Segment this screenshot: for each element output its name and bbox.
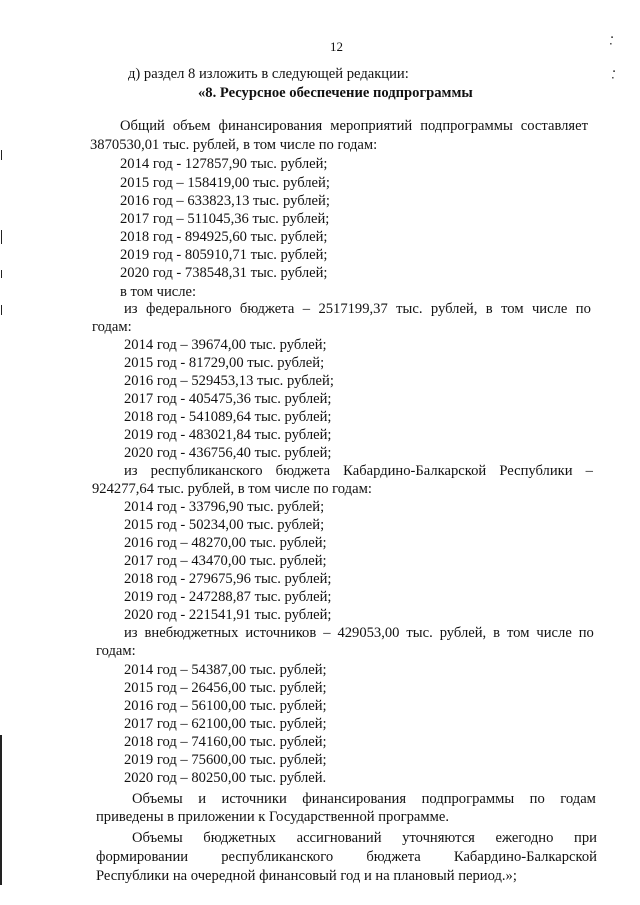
word: внебюджетных <box>144 625 239 641</box>
volumes-line-2: приведены в приложении к Государственной программе. <box>96 809 449 825</box>
word: ежегодно <box>495 830 554 846</box>
word: – <box>302 301 311 317</box>
word: том <box>507 625 530 641</box>
in-that-label: в том числе: <box>120 284 197 300</box>
word: финансирования <box>218 118 323 134</box>
word: бюджета <box>366 849 421 865</box>
word: составляет <box>520 118 588 134</box>
word: – <box>585 463 593 479</box>
word: источников <box>245 625 317 641</box>
word: 429053,00 <box>337 625 400 641</box>
word: по <box>529 791 545 807</box>
republic-year-line: 2020 год - 221541,91 тыс. рублей; <box>124 607 332 623</box>
republic-line-1 <box>124 463 593 480</box>
republic-year-line: 2014 год - 33796,90 тыс. рублей; <box>124 499 325 515</box>
word: Республики <box>499 463 573 479</box>
left-margin-mark <box>1 270 2 278</box>
total-year-line: 2020 год - 738548,31 тыс. рублей; <box>120 265 328 281</box>
word: республиканского <box>150 463 263 479</box>
total-year-line: 2015 год – 158419,00 тыс. рублей; <box>120 175 330 191</box>
total-year-line: 2017 год – 511045,36 тыс. рублей; <box>120 211 330 227</box>
total-line-2: 3870530,01 тыс. рублей, в том числе по годам: <box>90 137 378 153</box>
word: финансирования <box>302 791 407 807</box>
word: бюджета <box>275 463 331 479</box>
offbudget-year-line: 2015 год – 26456,00 тыс. рублей; <box>124 680 327 696</box>
left-margin-mark <box>0 735 2 885</box>
republic-year-line: 2016 год – 48270,00 тыс. рублей; <box>124 535 327 551</box>
word: из <box>124 625 138 641</box>
word: Объемы <box>132 791 183 807</box>
word: в <box>485 301 493 317</box>
federal-year-line: 2015 год - 81729,00 тыс. рублей; <box>124 355 325 371</box>
republic-year-line: 2015 год - 50234,00 тыс. рублей; <box>124 517 325 533</box>
word: Кабардино-Балкарской <box>453 849 597 865</box>
offbudget-line-2: годам: <box>96 643 136 659</box>
offbudget-line-1 <box>124 625 594 642</box>
word: годам <box>560 791 596 807</box>
federal-year-line: 2014 год – 39674,00 тыс. рублей; <box>124 337 327 353</box>
word: числе <box>531 301 568 317</box>
word: ассигнований <box>296 830 382 846</box>
republic-year-line: 2019 год - 247288,87 тыс. рублей; <box>124 589 332 605</box>
word: подпрограммы <box>421 791 515 807</box>
federal-year-line: 2019 год - 483021,84 тыс. рублей; <box>124 427 332 443</box>
federal-year-line: 2020 год - 436756,40 тыс. рублей; <box>124 445 332 461</box>
republic-year-line: 2017 год – 43470,00 тыс. рублей; <box>124 553 327 569</box>
word: при <box>574 830 597 846</box>
word: числе <box>536 625 572 641</box>
section-heading: «8. Ресурсное обеспечение подпрограммы <box>198 85 473 101</box>
federal-year-line: 2017 год - 405475,36 тыс. рублей; <box>124 391 332 407</box>
republic-year-line: 2018 год - 279675,96 тыс. рублей; <box>124 571 332 587</box>
total-year-line: 2019 год - 805910,71 тыс. рублей; <box>120 247 328 263</box>
word: 2517199,37 <box>318 301 388 317</box>
word: рублей, <box>430 301 478 317</box>
offbudget-year-line: 2020 год – 80250,00 тыс. рублей. <box>124 770 327 786</box>
page-number: 12 <box>330 39 343 54</box>
word: уточняются <box>402 830 475 846</box>
republic-line-2: 924277,64 тыс. рублей, в том числе по годам: <box>92 481 372 497</box>
federal-line-1 <box>124 301 591 318</box>
federal-year-line: 2016 год – 529453,13 тыс. рублей; <box>124 373 334 389</box>
word: республиканского <box>221 849 334 865</box>
offbudget-year-line: 2014 год – 54387,00 тыс. рублей; <box>124 662 327 678</box>
intro-line: д) раздел 8 изложить в следующей редакции: <box>128 66 409 82</box>
word: из <box>124 463 138 479</box>
word: по <box>578 625 594 641</box>
word: по <box>575 301 591 317</box>
total-year-line: 2018 год - 894925,60 тыс. рублей; <box>120 229 328 245</box>
word: формировании <box>96 849 189 865</box>
corner-speck: ·̣ <box>610 31 615 46</box>
left-margin-mark <box>1 150 2 160</box>
word: бюджета <box>239 301 295 317</box>
word: объем <box>172 118 211 134</box>
offbudget-year-line: 2018 год – 74160,00 тыс. рублей; <box>124 734 327 750</box>
offbudget-year-line: 2016 год – 56100,00 тыс. рублей; <box>124 698 327 714</box>
word: источники <box>221 791 287 807</box>
total-year-line: 2016 год – 633823,13 тыс. рублей; <box>120 193 330 209</box>
word: подпрограммы <box>420 118 513 134</box>
budget-line-1 <box>132 830 597 847</box>
word: тыс. <box>406 625 433 641</box>
word: в <box>493 625 501 641</box>
word: мероприятий <box>330 118 413 134</box>
word: бюджетных <box>203 830 276 846</box>
word: – <box>323 625 331 641</box>
word: тыс. <box>396 301 423 317</box>
word: из <box>124 301 138 317</box>
budget-line-2 <box>96 849 597 866</box>
total-year-line: 2014 год - 127857,90 тыс. рублей; <box>120 156 328 172</box>
federal-line-2: годам: <box>92 319 132 335</box>
corner-speck: ·̣ <box>612 65 617 80</box>
word: Общий <box>120 118 165 134</box>
federal-year-line: 2018 год - 541089,64 тыс. рублей; <box>124 409 332 425</box>
word: Объемы <box>132 830 183 846</box>
total-line-1 <box>120 118 588 135</box>
word: федерального <box>145 301 232 317</box>
budget-line-3: Республики на очередной финансовый год и на плановый период.»; <box>96 868 517 884</box>
word: том <box>501 301 524 317</box>
offbudget-year-line: 2019 год – 75600,00 тыс. рублей; <box>124 752 327 768</box>
word: рублей, <box>439 625 487 641</box>
word: Кабардино-Балкарской <box>343 463 487 479</box>
offbudget-year-line: 2017 год – 62100,00 тыс. рублей; <box>124 716 327 732</box>
left-margin-mark <box>1 230 2 244</box>
word: и <box>198 791 206 807</box>
volumes-line-1 <box>132 791 596 808</box>
left-margin-mark <box>1 305 2 315</box>
